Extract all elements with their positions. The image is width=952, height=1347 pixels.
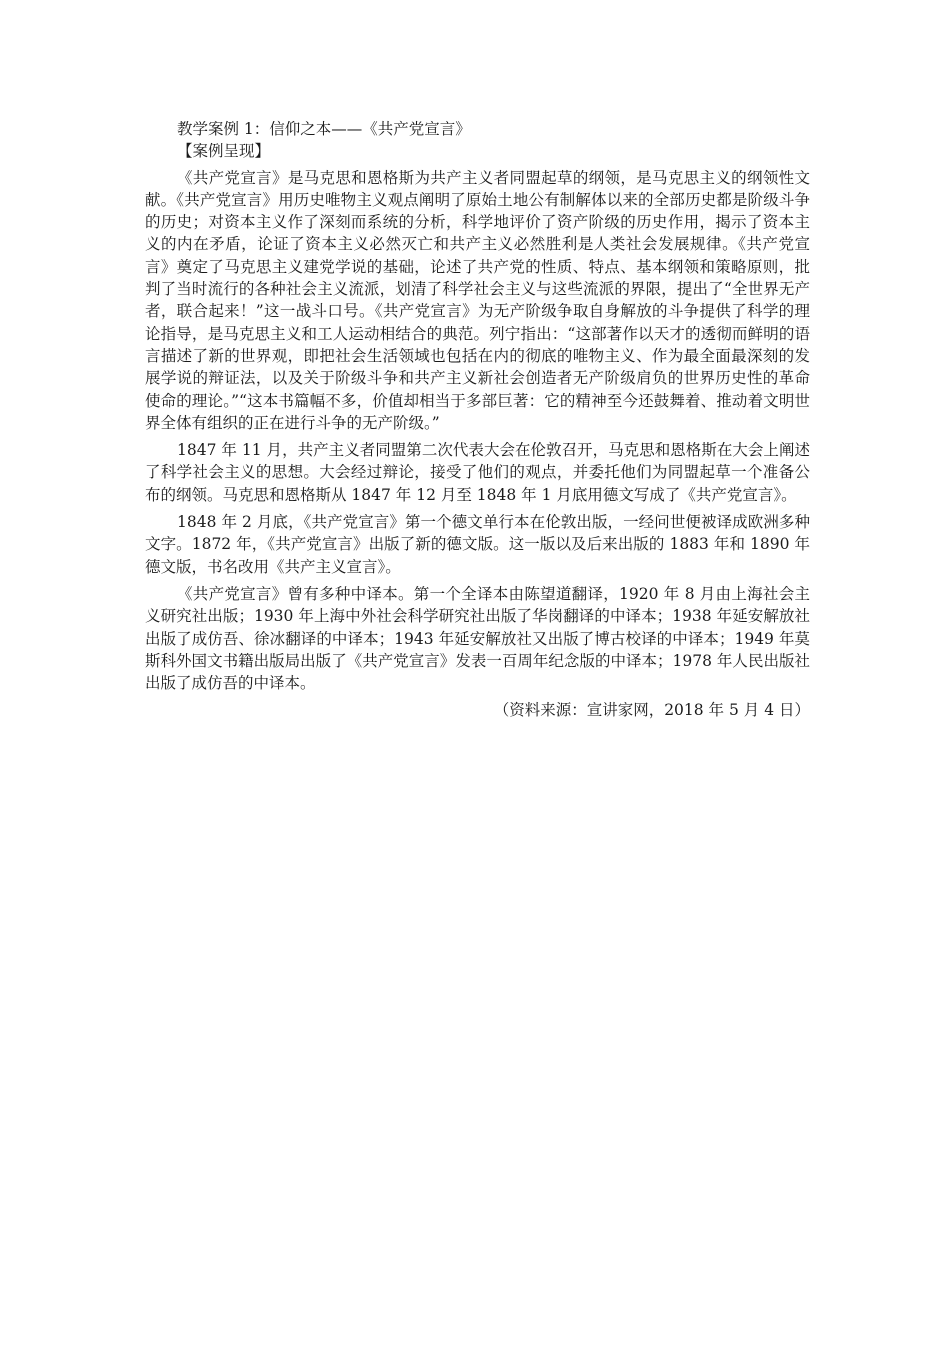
paragraph: 1847 年 11 月，共产主义者同盟第二次代表大会在伦敦召开，马克思和恩格斯在大会上阐述了科学社会主义的思想。大会经过辩论，接受了他们的观点，并委托他们为同盟起草一个准备公布的纲领。马克思和恩格斯从 1847 年 12 月至 1848 年 1 月底用德文写成了《共产党宣言》。 [145,441,810,504]
paragraph: 1848 年 2 月底，《共产党宣言》第一个德文单行本在伦敦出版，一经问世便被译成欧洲多种文字。1872 年，《共产党宣言》出版了新的德文版。这一版以及后来出版的 1883 年和 1890 年德文版，书名改用《共产主义宣言》。 [145,513,810,576]
paragraph: 《共产党宣言》是马克思和恩格斯为共产主义者同盟起草的纲领，是马克思主义的纲领性文献。《共产党宣言》用历史唯物主义观点阐明了原始土地公有制解体以来的全部历史都是阶级斗争的历史；对资本主义作了深刻而系统的分析，科学地评价了资产阶级的历史作用，揭示了资本主义的内在矛盾，论证了资本主义必然灭亡和共产主义必然胜利是人类社会发展规律。《共产党宣言》奠定了马克思主义建党学说的基础，论述了共产党的性质、特点、基本纲领和策略原则，批判了当时流行的各种社会主义流派，划清了科学社会主义与这些流派的界限，提出了“全世界无产者，联合起来！”这一战斗口号。《共产党宣言》为无产阶级争取自身解放的斗争提供了科学的理论指导，是马克思主义和工人运动相结合的典范。列宁指出：“这部著作以天才的透彻而鲜明的语言描述了新的世界观，即把社会生活领域也包括在内的彻底的唯物主义、作为最全面最深刻的发展学说的辩证法，以及关于阶级斗争和共产主义新社会创造者无产阶级肩负的世界历史性的革命使命的理论。”“这本书篇幅不多，价值却相当于多部巨著：它的精神至今还鼓舞着、推动着文明世界全体有组织的正在进行斗争的无产阶级。” [145,168,810,432]
paragraph: 《共产党宣言》曾有多种中译本。第一个全译本由陈望道翻译，1920 年 8 月由上海社会主义研究社出版；1930 年上海中外社会科学研究社出版了华岗翻译的中译本；1938 年延安解放社出版了成仿吾、徐冰翻译的中译本；1943 年延安解放社又出版了博古校译的中译本；1949 年莫斯科外国文书籍出版局出版了《共产党宣言》发表一百周年纪念版的中译本；1978 年人民出版社出版了成仿吾的中译本。 [145,584,810,693]
source-citation: （资料来源：宣讲家网，2018 年 5 月 4 日） [493,701,810,720]
document-body [145,118,810,722]
case-title: 教学案例 1：信仰之本——《共产党宣言》 [177,120,471,138]
section-label: 【案例呈现】 [177,142,271,161]
